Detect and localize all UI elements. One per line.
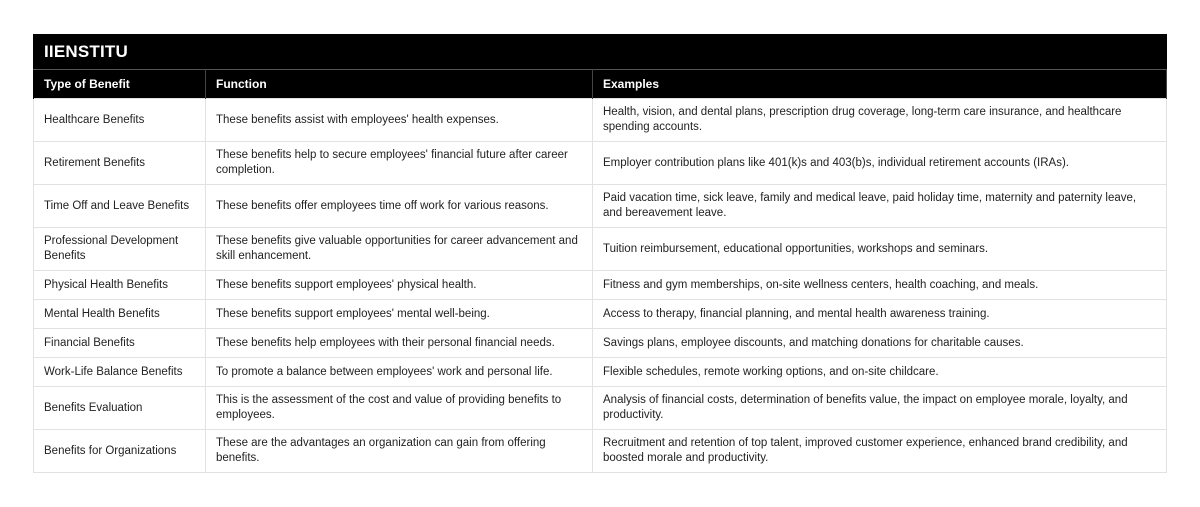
cell-examples: Flexible schedules, remote working options, and on-site childcare. [593, 358, 1167, 387]
cell-function: These benefits help employees with their personal financial needs. [206, 329, 593, 358]
cell-type: Professional Development Benefits [34, 228, 206, 271]
cell-function: These benefits help to secure employees' financial future after career completion. [206, 142, 593, 185]
cell-function: These benefits support employees' mental well-being. [206, 300, 593, 329]
cell-type: Retirement Benefits [34, 142, 206, 185]
cell-function: This is the assessment of the cost and value of providing benefits to employees. [206, 387, 593, 430]
header-row [34, 70, 1167, 99]
column-header-type: Type of Benefit [34, 70, 206, 99]
cell-function: These benefits support employees' physical health. [206, 271, 593, 300]
cell-function: These benefits give valuable opportunities for career advancement and skill enhancement. [206, 228, 593, 271]
table-body [34, 99, 1167, 473]
cell-type: Benefits Evaluation [34, 387, 206, 430]
table-row [34, 271, 1167, 300]
cell-examples: Fitness and gym memberships, on-site wellness centers, health coaching, and meals. [593, 271, 1167, 300]
cell-examples: Paid vacation time, sick leave, family and medical leave, paid holiday time, maternity and paternity leave, and bereavement leave. [593, 185, 1167, 228]
table-row [34, 329, 1167, 358]
table-row [34, 358, 1167, 387]
cell-type: Time Off and Leave Benefits [34, 185, 206, 228]
cell-type: Financial Benefits [34, 329, 206, 358]
cell-examples: Analysis of financial costs, determination of benefits value, the impact on employee morale, loyalty, and productivity. [593, 387, 1167, 430]
cell-examples: Access to therapy, financial planning, and mental health awareness training. [593, 300, 1167, 329]
table-row [34, 430, 1167, 473]
cell-function: These benefits offer employees time off work for various reasons. [206, 185, 593, 228]
table-row [34, 185, 1167, 228]
column-header-function: Function [206, 70, 593, 99]
cell-examples: Tuition reimbursement, educational opportunities, workshops and seminars. [593, 228, 1167, 271]
cell-examples: Employer contribution plans like 401(k)s and 403(b)s, individual retirement accounts (IRAs). [593, 142, 1167, 185]
brand-header: IIENSTITU [33, 34, 1167, 69]
benefits-table-container [33, 34, 1167, 473]
cell-type: Physical Health Benefits [34, 271, 206, 300]
cell-examples: Health, vision, and dental plans, prescription drug coverage, long-term care insurance, and healthcare spending accounts. [593, 99, 1167, 142]
cell-type: Benefits for Organizations [34, 430, 206, 473]
cell-function: To promote a balance between employees' work and personal life. [206, 358, 593, 387]
cell-function: These benefits assist with employees' health expenses. [206, 99, 593, 142]
table-row [34, 228, 1167, 271]
cell-function: These are the advantages an organization can gain from offering benefits. [206, 430, 593, 473]
table-row [34, 300, 1167, 329]
table-row [34, 387, 1167, 430]
cell-examples: Recruitment and retention of top talent, improved customer experience, enhanced brand credibility, and boosted morale and productivity. [593, 430, 1167, 473]
table-row [34, 142, 1167, 185]
cell-type: Work-Life Balance Benefits [34, 358, 206, 387]
benefits-table [33, 69, 1167, 473]
column-header-examples: Examples [593, 70, 1167, 99]
table-row [34, 99, 1167, 142]
cell-type: Healthcare Benefits [34, 99, 206, 142]
cell-type: Mental Health Benefits [34, 300, 206, 329]
table-header [34, 70, 1167, 99]
cell-examples: Savings plans, employee discounts, and matching donations for charitable causes. [593, 329, 1167, 358]
